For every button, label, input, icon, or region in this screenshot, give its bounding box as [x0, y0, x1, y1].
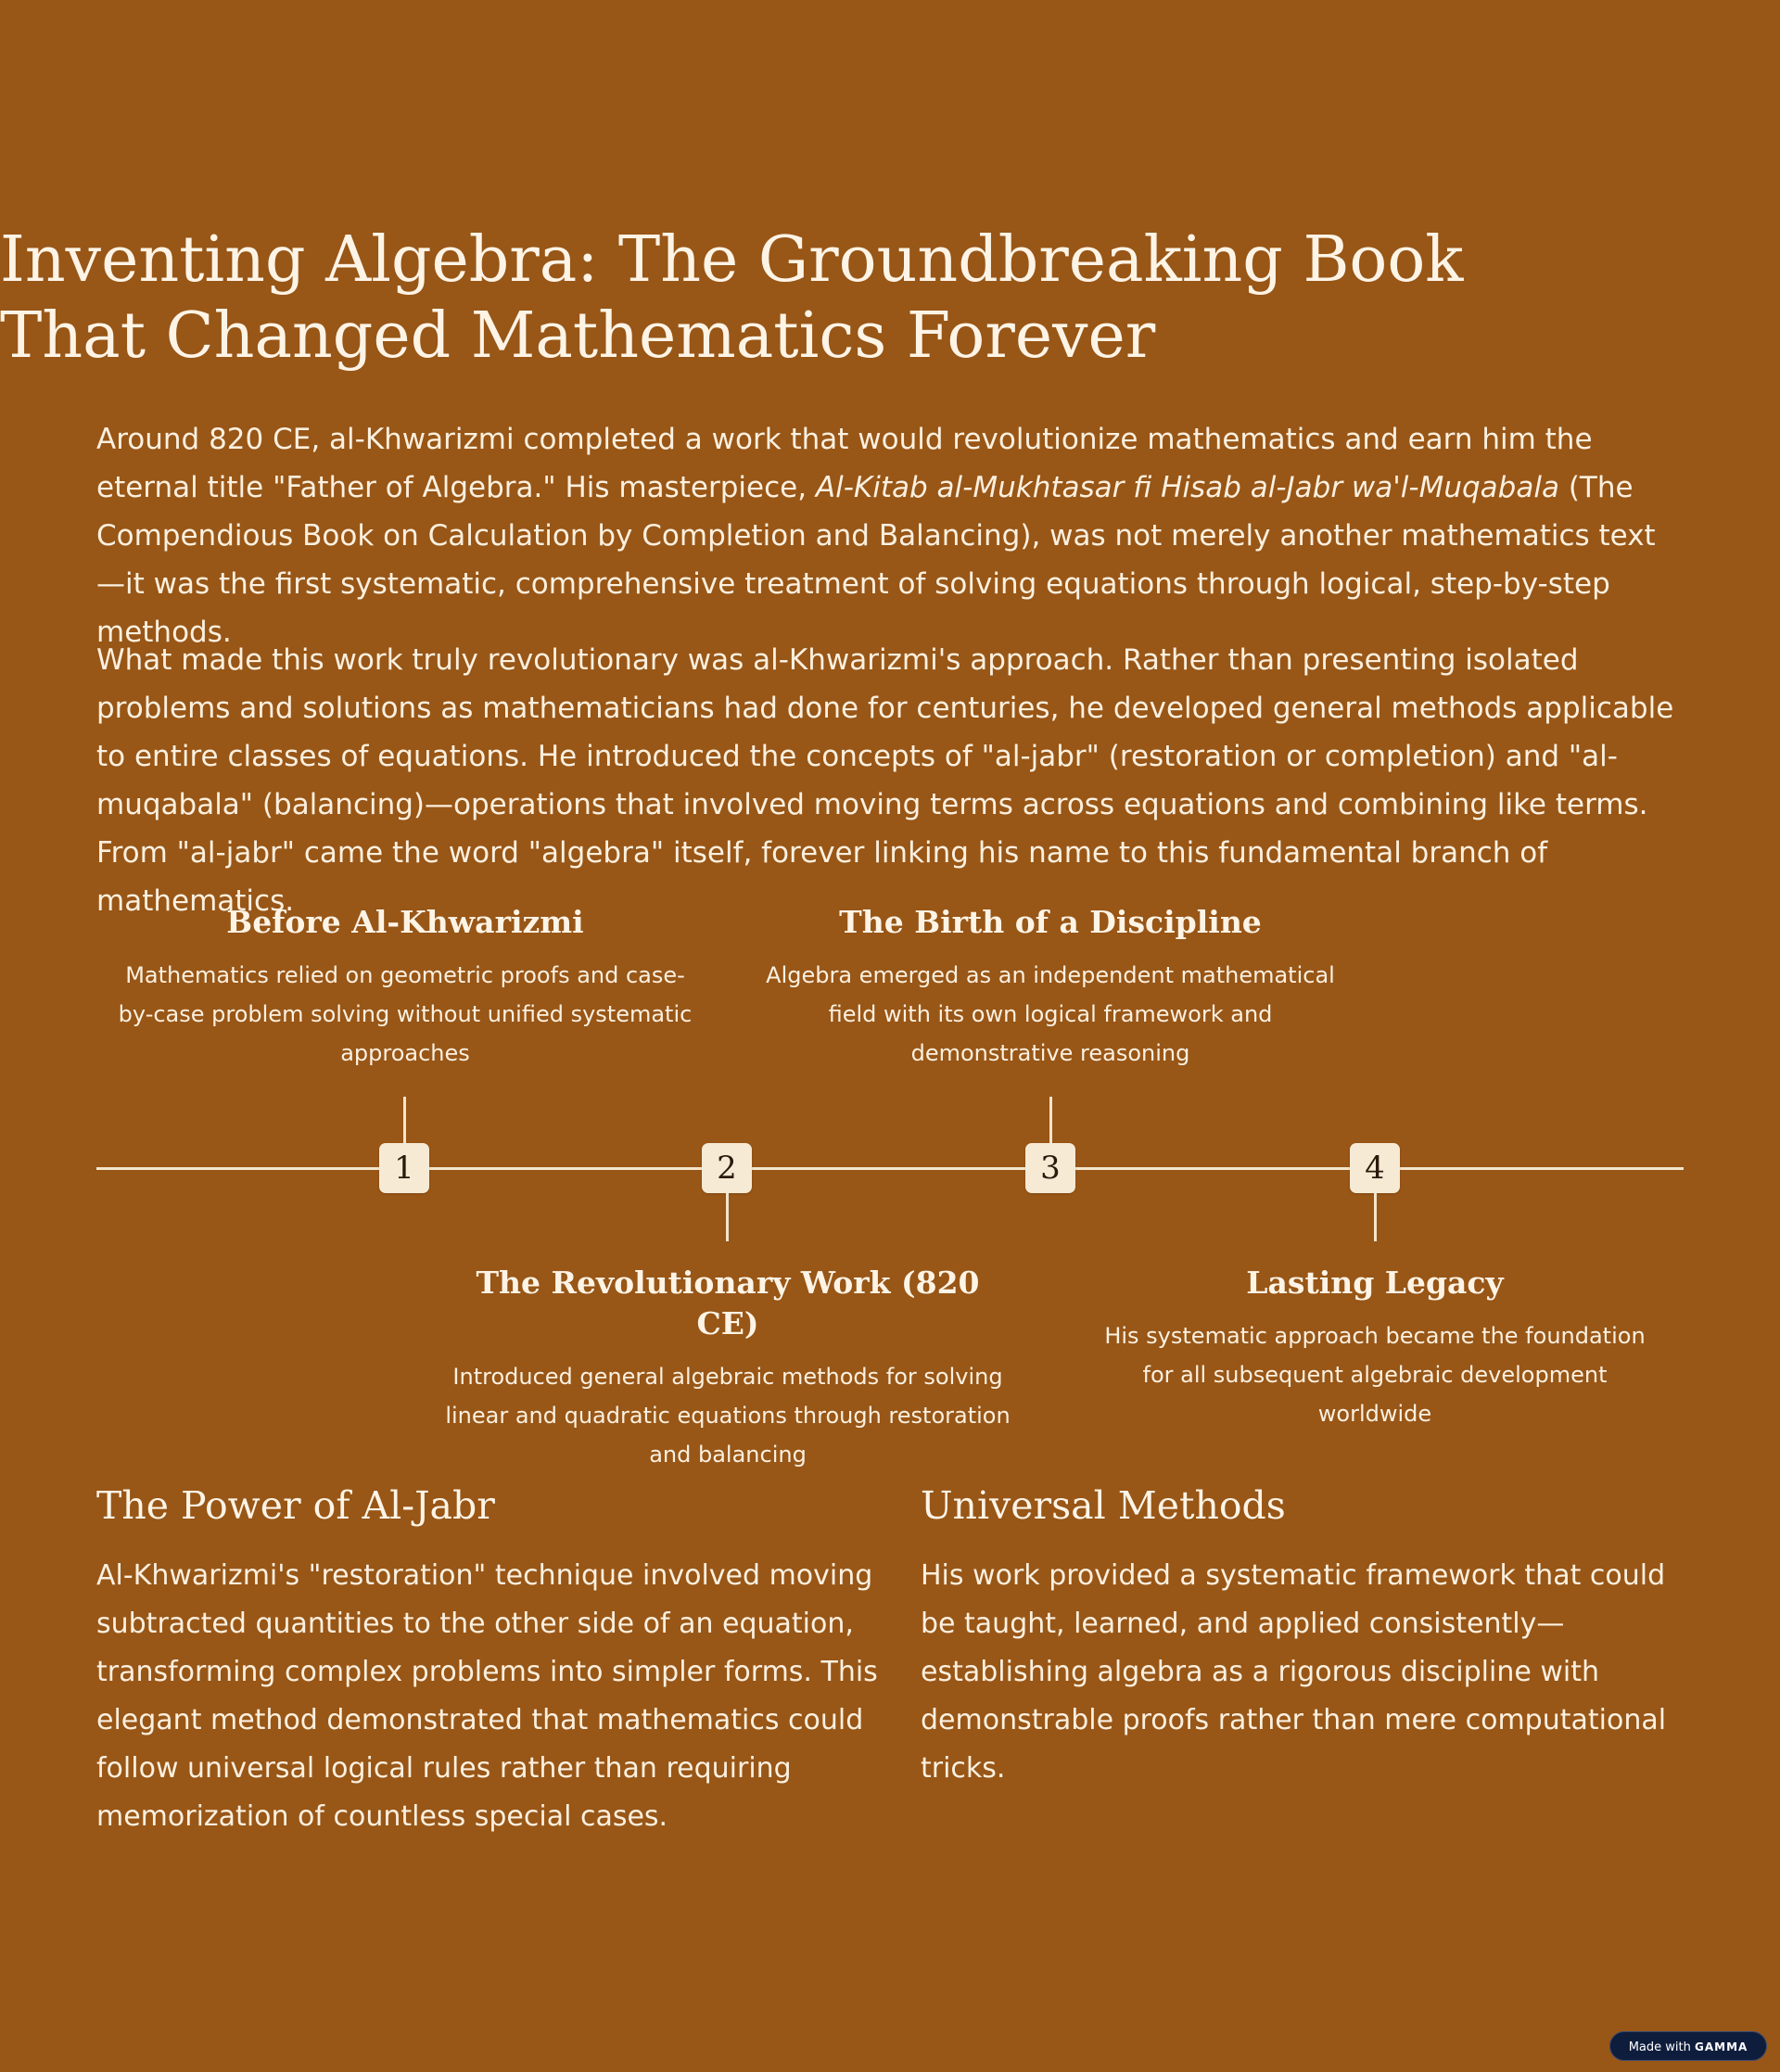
timeline-marker-4: 4: [1350, 1143, 1400, 1193]
timeline-marker-3: 3: [1025, 1143, 1075, 1193]
timeline-event-description: Mathematics relied on geometric proofs and case-by-case problem solving without unified systematic approaches: [118, 962, 693, 1066]
gamma-logo: GAMMA: [1694, 2040, 1748, 2053]
timeline-event-description: His systematic approach became the foundation for all subsequent algebraic development worldwide: [1104, 1323, 1646, 1427]
timeline-stem-4: [1374, 1193, 1377, 1241]
timeline-event-title: The Revolutionary Work (820 CE): [476, 1265, 980, 1341]
column-heading: Universal Methods: [921, 1483, 1286, 1528]
timeline-stem-2: [726, 1193, 729, 1241]
column-universal-methods: [921, 1480, 1705, 1793]
page-title: Inventing Algebra: The Groundbreaking Book That Changed Mathematics Forever: [0, 223, 1464, 373]
column-body: His work provided a systematic framework that could be taught, learned, and applied consistently—establishing algebra as a rigorous discipline with demonstrable proofs rather than mere computational tricks.: [921, 1559, 1667, 1785]
timeline-axis: [96, 1167, 1684, 1170]
timeline-event-1: [118, 902, 693, 1073]
intro-text-before: Around 820 CE, al-Khwarizmi completed a work that would revolutionize mathematics and earn him the eternal title "Father of Algebra." His masterpiece,: [96, 423, 1593, 504]
timeline-event-description: Algebra emerged as an independent mathematical field with its own logical framework and demonstrative reasoning: [766, 962, 1335, 1066]
column-heading: The Power of Al-Jabr: [96, 1483, 495, 1528]
intro-text-after: (The Compendious Book on Calculation by Completion and Balancing), was not merely another mathematics text—it was the first systematic, comprehensive treatment of solving equations through logical, step-by-step methods.: [96, 471, 1656, 649]
intro-paragraph-1: [96, 415, 1684, 656]
timeline-event-title: Before Al-Khwarizmi: [226, 904, 584, 940]
timeline-event-description: Introduced general algebraic methods for solving linear and quadratic equations through restoration and balancing: [445, 1364, 1011, 1468]
timeline-stem-1: [403, 1097, 406, 1143]
timeline-marker-2: 2: [702, 1143, 752, 1193]
made-with-gamma-badge[interactable]: [1609, 2031, 1767, 2061]
column-power-of-al-jabr: [96, 1480, 881, 1841]
timeline-event-title: The Birth of a Discipline: [839, 904, 1262, 940]
timeline-event-3: [763, 902, 1338, 1073]
intro-paragraph-2: What made this work truly revolutionary was al-Khwarizmi's approach. Rather than presenting isolated problems and solutions as mathematicians had done for centuries, he developed general methods applicable to entire classes of equations. He introduced the concepts of "al-jabr" (restoration or completion) and "al-muqabala" (balancing)—operations that involved moving terms across equations and combining like terms. From "al-jabr" came the word "algebra" itself, forever linking his name to this fundamental branch of mathematics.: [96, 643, 1674, 918]
column-body: Al-Khwarizmi's "restoration" technique involved moving subtracted quantities to the other side of an equation, transforming complex problems into simpler forms. This elegant method demonstrated that mathematics could follow universal logical rules rather than requiring memorization of countless special cases.: [96, 1559, 878, 1833]
timeline-event-2: [440, 1263, 1015, 1474]
badge-prefix: Made with: [1628, 2040, 1691, 2054]
book-title: Al-Kitab al-Mukhtasar fi Hisab al-Jabr wa'l-Muqabala: [815, 471, 1559, 504]
timeline-event-title: Lasting Legacy: [1246, 1265, 1504, 1301]
timeline-marker-1: 1: [379, 1143, 429, 1193]
timeline-stem-3: [1049, 1097, 1052, 1143]
timeline-event-4: [1087, 1263, 1662, 1433]
